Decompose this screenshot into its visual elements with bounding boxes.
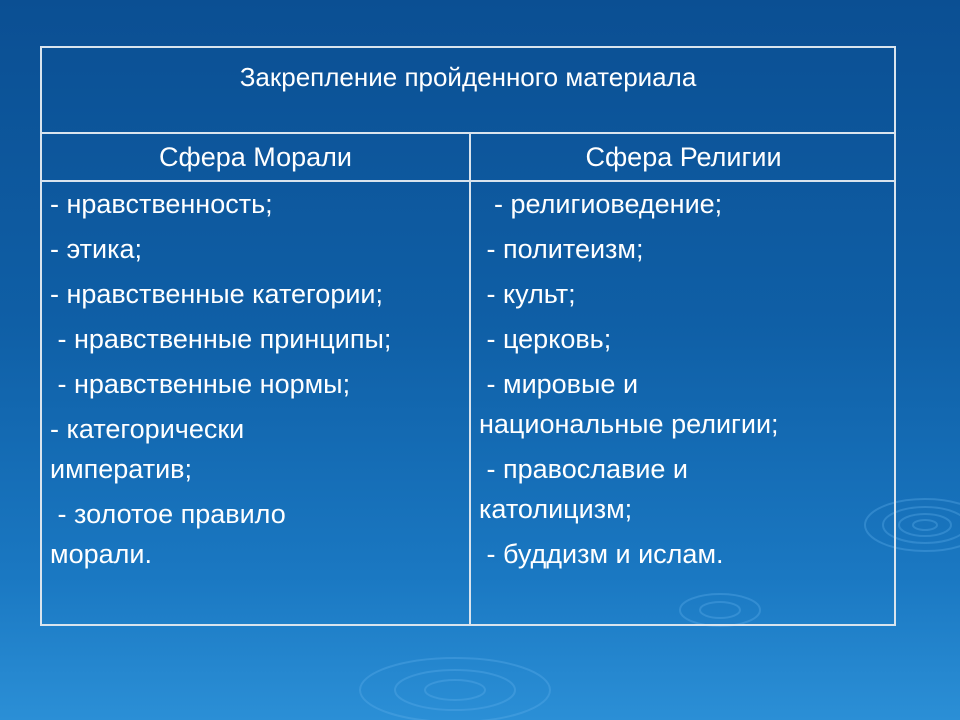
column-divider (469, 134, 471, 626)
list-item: - золотое правило морали. (50, 499, 286, 569)
list-item: - религиоведение; (479, 189, 723, 219)
table-header-row (42, 134, 894, 182)
summary-table (40, 46, 896, 626)
list-item: - церковь; (479, 324, 612, 354)
list-item: - мировые и национальные религии; (479, 369, 779, 439)
religion-column (479, 182, 889, 579)
table-title: Закрепление пройденного материала (42, 48, 894, 134)
list-item: - политеизм; (479, 234, 644, 264)
list-item: - этика; (50, 234, 143, 264)
list-item: - нравственные нормы; (50, 369, 351, 399)
list-item: - нравственность; (50, 189, 273, 219)
header-religion: Сфера Религии (585, 142, 782, 172)
list-item: - православие и католицизм; (479, 454, 689, 524)
morality-column (50, 182, 465, 579)
list-item: - культ; (479, 279, 576, 309)
list-item: - нравственные категории; (50, 279, 384, 309)
list-item: - нравственные принципы; (50, 324, 392, 354)
list-item: - категорически императив; (50, 414, 245, 484)
list-item: - буддизм и ислам. (479, 539, 724, 569)
header-morality: Сфера Морали (159, 142, 352, 172)
